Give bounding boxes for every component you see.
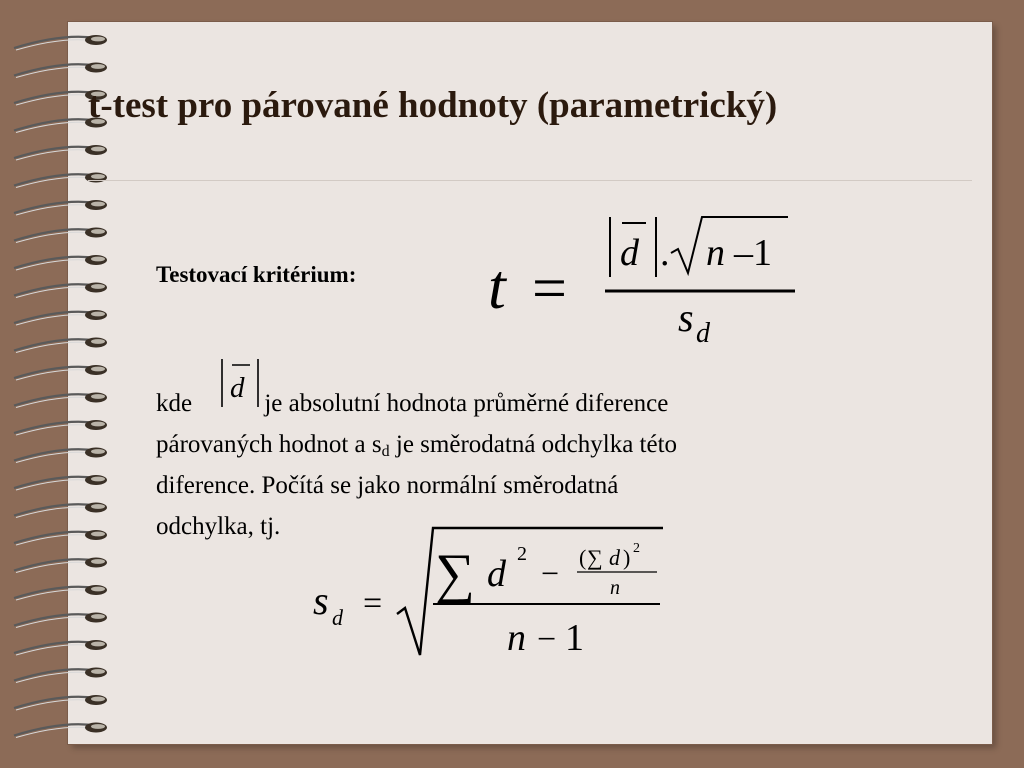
num-n: n <box>706 232 725 274</box>
spiral-ring <box>14 585 107 600</box>
sd-formula <box>305 520 675 670</box>
spiral-ring <box>14 228 107 243</box>
spiral-ring <box>14 695 107 710</box>
sd-subscript: d <box>381 443 390 460</box>
t-symbol: t <box>488 251 506 322</box>
para-text: je absolutní hodnota průměrné diference <box>264 390 669 417</box>
para-line-1 <box>156 383 876 424</box>
minus-sign: − <box>541 555 560 591</box>
para-text: je směrodatná odchylka této <box>389 431 678 458</box>
num-dot: . <box>660 232 670 274</box>
spiral-ring <box>14 35 107 50</box>
t-equals: = <box>532 255 567 323</box>
spiral-ring <box>14 668 107 683</box>
criterion-label: Testovací kritérium: <box>156 262 357 287</box>
spiral-ring <box>14 365 107 380</box>
den-n: n <box>507 617 526 659</box>
inner-close: ) <box>623 545 631 570</box>
spiral-ring <box>14 613 107 628</box>
spiral-ring <box>14 640 107 655</box>
den-s: s <box>678 295 694 340</box>
spiral-ring <box>14 723 107 738</box>
para-line-2 <box>156 424 876 465</box>
inline-d: d <box>230 372 245 404</box>
spiral-ring <box>14 503 107 518</box>
den-sub: d <box>696 318 710 349</box>
sd-s: s <box>313 578 329 623</box>
title-divider <box>88 180 972 181</box>
spiral-ring <box>14 420 107 435</box>
inner-exp: 2 <box>633 541 640 556</box>
sum-sign: ∑ <box>435 543 475 605</box>
spiral-ring <box>14 338 107 353</box>
slide-title: t-test pro párované hodnoty (parametrický) <box>88 85 778 126</box>
spiral-ring <box>14 145 107 160</box>
sum-d: d <box>487 553 506 595</box>
inner-d: d <box>609 545 620 570</box>
spiral-ring <box>14 63 107 78</box>
spiral-ring <box>14 558 107 573</box>
spiral-ring <box>14 255 107 270</box>
spiral-ring <box>14 283 107 298</box>
spiral-ring <box>14 393 107 408</box>
num-d: d <box>620 232 639 274</box>
spiral-ring <box>14 530 107 545</box>
kde-word: kde <box>156 390 199 417</box>
spiral-ring <box>14 310 107 325</box>
d-exponent: 2 <box>517 543 527 565</box>
sd-sub: d <box>332 605 343 630</box>
inner-open: ( <box>579 545 587 570</box>
num-minus-one: –1 <box>734 232 772 274</box>
spiral-ring <box>14 475 107 490</box>
t-statistic-formula <box>480 205 810 355</box>
spiral-ring <box>14 200 107 215</box>
para-line-4: odchylka, tj. <box>156 513 281 540</box>
para-line-3: diference. Počítá se jako normální směrodatná <box>156 472 619 499</box>
den-one: 1 <box>565 617 584 659</box>
para-text: párovaných hodnot a s <box>156 431 382 458</box>
spiral-ring <box>14 448 107 463</box>
inner-sigma: ∑ <box>587 545 603 570</box>
den-minus: − <box>537 621 557 658</box>
sd-equals: = <box>363 585 383 622</box>
inner-n: n <box>610 577 620 599</box>
